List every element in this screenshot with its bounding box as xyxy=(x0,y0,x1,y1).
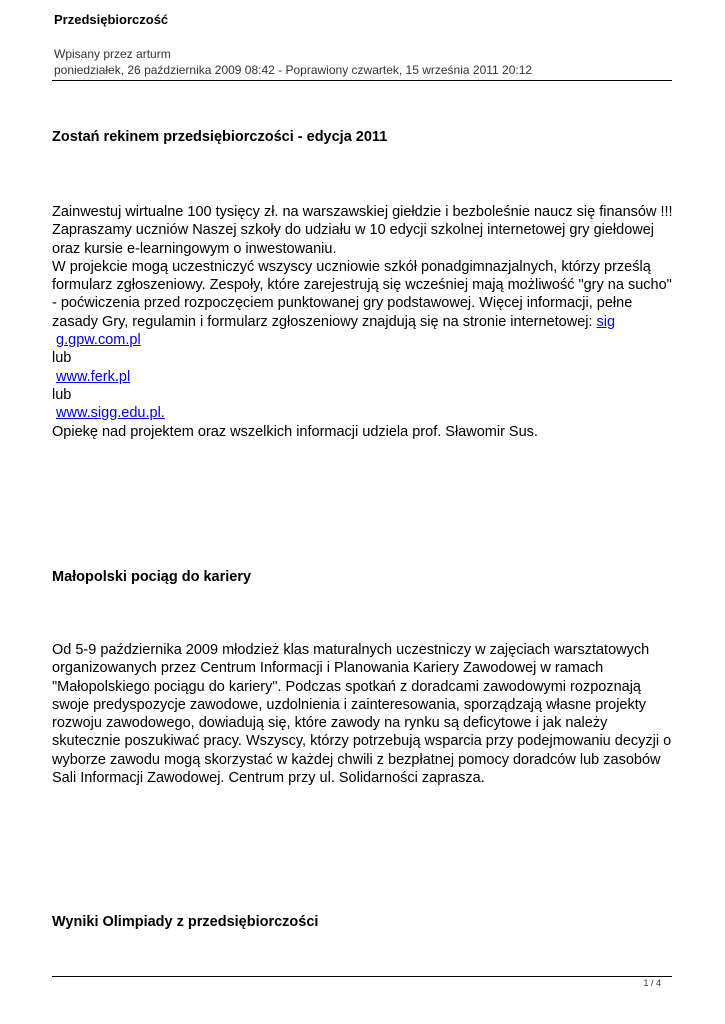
article-paragraph-text: W projekcie mogą uczestniczyć wszyscy uczniowie szkół ponadgimnazjalnych, którzy prześlą formularz zgłoszeniowy. Zespoły, które zarejestrują się wcześniej mają możliwość "gry na sucho" - poćwiczenia przed rozpoczęciem punktowanej gry podstawowej. Więcej informacji, pełne zasady Gry, regulamin i formularz zgłoszeniowy znajdują się na stronie internetowej: xyxy=(52,258,672,330)
or-text: lub xyxy=(52,350,72,367)
footer-divider xyxy=(52,976,672,977)
document-header-title: Przedsiębiorczość xyxy=(54,12,169,27)
article-closing: Opiekę nad projektem oraz wszelkich informacji udziela prof. Sławomir Sus. xyxy=(52,423,538,440)
link-sigg-edu[interactable]: www.sigg.edu.pl. xyxy=(56,405,165,422)
article-body-rekin xyxy=(52,203,678,441)
author-line: Wpisany przez arturm xyxy=(54,47,171,61)
link-line xyxy=(52,368,678,386)
header-divider xyxy=(52,80,672,81)
link-sigg-gpw-part1[interactable]: sig xyxy=(596,313,616,330)
article-paragraph: Zainwestuj wirtualne 100 tysięcy zł. na warszawskiej giełdzie i bezboleśnie naucz się finansów !!! Zapraszamy uczniów Naszej szkoły do udziału w 10 edycji szkolnej internetowej gry giełdowej oraz kursie e-learningowym o inwestowaniu. xyxy=(52,204,673,257)
article-title-rekin: Zostań rekinem przedsiębiorczości - edycja 2011 xyxy=(52,129,388,145)
link-sigg-gpw-part2[interactable]: g.gpw.com.pl xyxy=(56,332,141,349)
article-title-pociag: Małopolski pociąg do kariery xyxy=(52,569,252,585)
link-line xyxy=(52,404,678,422)
article-paragraph: Od 5-9 października 2009 młodzież klas maturalnych uczestniczy w zajęciach warsztatowych organizowanych przez Centrum Informacji i Planowania Kariery Zawodowej w ramach "Małopolskiego pociągu do kariery". Podczas spotkań z doradcami zawodowymi rozpoznają swoje predyspozycje zawodowe, uzdolnienia i zainteresowania, sporządzają własne projekty rozwoju zawodowego, dowiadują się, które zawody na rynku są deficytowe i jak należy skutecznie poszukiwać pracy. Wszyscy, którzy potrzebują wsparcia przy podejmowaniu decyzji o wyborze zawodu mogą skorzystać w każdej chwili z bezpłatnej pomocy doradców lub zasobów Sali Informacji Zawodowej. Centrum przy ul. Solidarności zaprasza. xyxy=(52,642,672,787)
article-title-olimpiada: Wyniki Olimpiady z przedsiębiorczości xyxy=(52,914,319,930)
page-number: 1 / 4 xyxy=(643,978,661,988)
link-ferk[interactable]: www.ferk.pl xyxy=(56,368,131,385)
document-header-meta xyxy=(54,46,532,78)
date-line: poniedziałek, 26 października 2009 08:42 - Poprawiony czwartek, 15 września 2011 20:12 xyxy=(54,63,533,77)
or-text: lub xyxy=(52,386,72,403)
article-body-pociag xyxy=(52,641,678,787)
link-line xyxy=(52,331,678,349)
article-paragraph xyxy=(52,258,678,331)
